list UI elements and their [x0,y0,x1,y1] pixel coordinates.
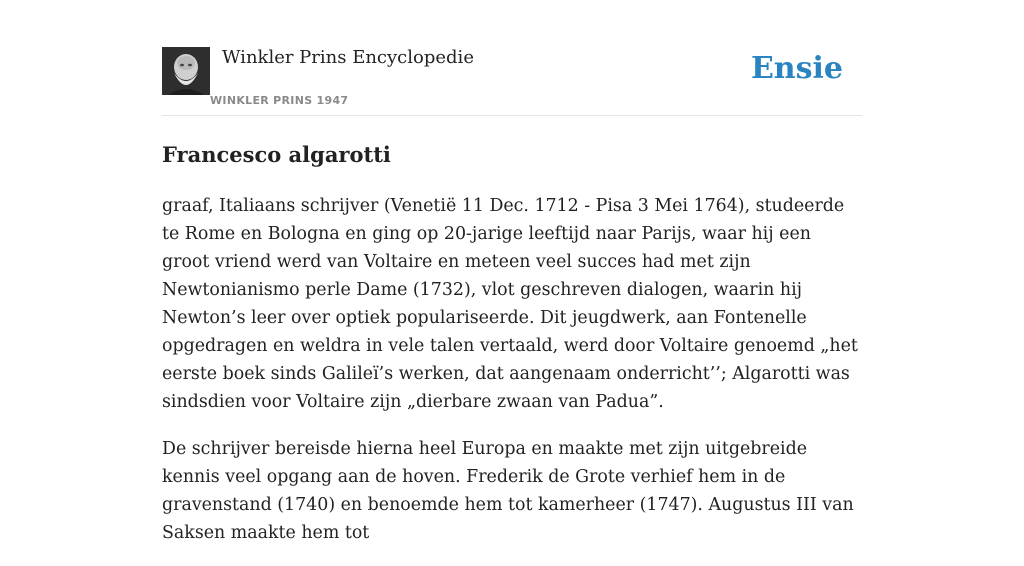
portrait-icon [162,47,210,95]
article-body [162,192,862,566]
portrait-avatar[interactable] [162,47,210,95]
page-container [162,0,862,543]
page-title: Francesco algarotti [162,142,391,167]
source-header [162,0,862,116]
article-paragraph: graaf, Italiaans schrijver (Venetië 11 Dec. 1712 - Pisa 3 Mei 1764), studeerde te Rome en Bologna en ging op 20-jarige leeftijd naar Parijs, waar hij een groot vriend werd van Voltaire en meteen veel succes had met zijn Newtonianismo perle Dame (1732), vlot geschreven dialogen, waarin hij Newton’s leer over optiek populariseerde. Dit jeugdwerk, aan Fontenelle opgedragen en weldra in vele talen vertaald, werd door Voltaire genoemd „het eerste boek sinds Galileï’s werken, dat aangenaam onderricht’’; Algarotti was sindsdien voor Voltaire zijn „dierbare zwaan van Padua”. [162,196,858,412]
source-title[interactable]: Winkler Prins Encyclopedie [222,47,474,68]
article-paragraph: De schrijver bereisde hierna heel Europa en maakte met zijn uitgebreide kennis veel opgang aan de hoven. Frederik de Grote verhief hem in de gravenstand (1740) en benoemde hem tot kamerheer (1747). Augustus III van Saksen maakte hem tot [162,439,854,543]
ensie-logo-link[interactable]: Ensie [750,51,843,86]
source-subtitle: WINKLER PRINS 1947 [210,94,349,107]
